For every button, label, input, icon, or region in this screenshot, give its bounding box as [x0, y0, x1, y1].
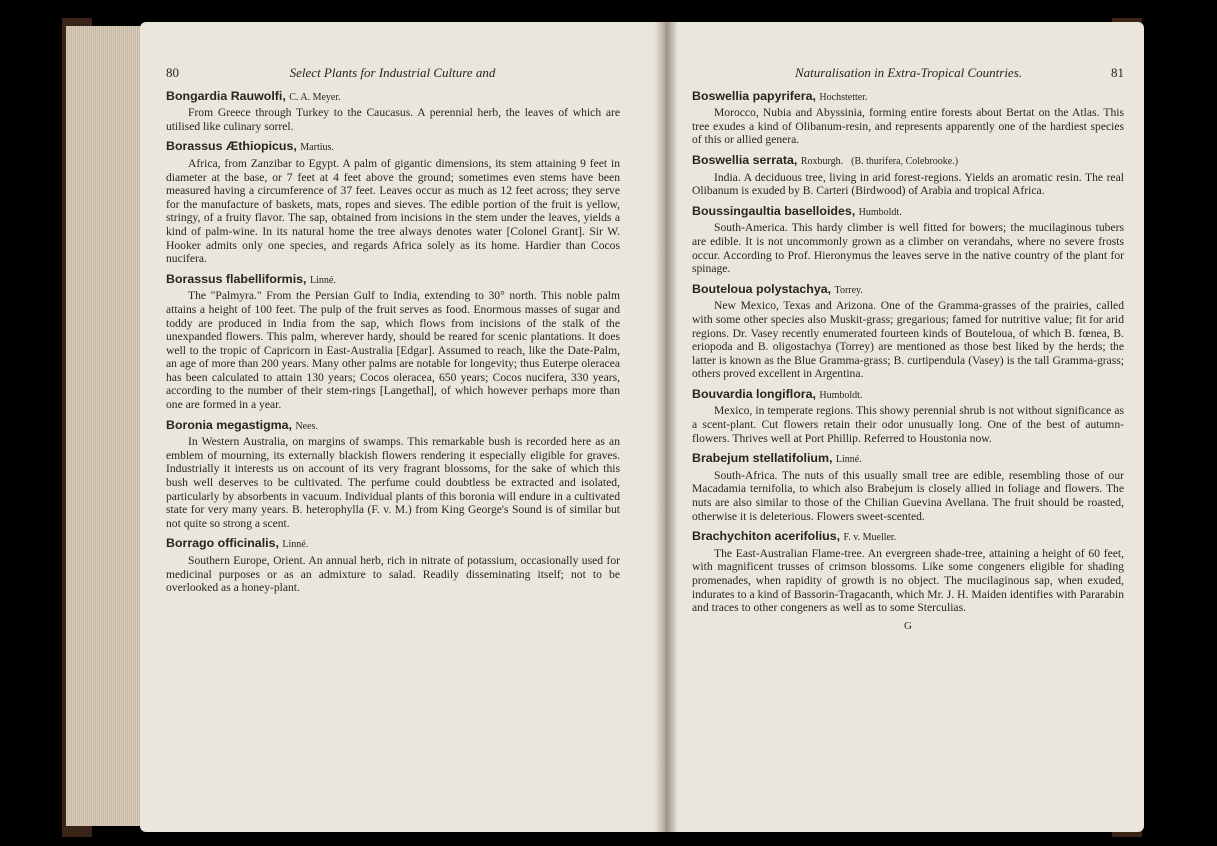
- dictionary-entry: [692, 530, 1124, 615]
- plant-name: Borassus flabelliformis,: [166, 271, 307, 286]
- authority: Nees.: [295, 420, 318, 432]
- entry-headword: [692, 283, 1124, 298]
- left-page-stack: [66, 26, 142, 826]
- authority: Linné.: [282, 539, 309, 551]
- entry-text: South-Africa. The nuts of this usually small tree are edible, resembling those of our Macadamia ternifolia, to which also Brabejum is closely allied in foliage and flowers. The nuts are also similar to those of the Chilian Guevina Avellana. The fruit should be roasted, otherwise it is deleterious. Flowers sweet-scented.: [692, 468, 1124, 523]
- entry-text: The East-Australian Flame-tree. An evergreen shade-tree, attaining a height of 60 feet, with magnificent trusses of crimson blossoms. Like some congeners eligible for shading promenades, when rapidity of growth is no object. The mucilaginous sap, when exuded, indurates to a kind of Bassorin-Tragacanth, which Mr. J. H. Maiden identifies with Pararabin and traces to other congeners as well as to some Sterculias.: [692, 546, 1124, 615]
- authority: Roxburgh.: [800, 155, 844, 167]
- dictionary-entry: [166, 419, 620, 531]
- right-running-head: [692, 66, 1124, 80]
- dictionary-entry: [166, 273, 620, 412]
- plant-name: Bouteloua polystachya,: [692, 281, 832, 296]
- entry-text: Southern Europe, Orient. An annual herb, rich in nitrate of potassium, occasionally used for medicinal purposes or as an admixture to salad. Readily disseminating itself; not to be overlooked as a honey-plant.: [166, 554, 620, 595]
- authority: Hochstetter.: [819, 91, 868, 103]
- entry-headword: [166, 419, 620, 434]
- plant-name: Brachychiton acerifolius,: [692, 529, 841, 544]
- signature-mark: G: [904, 619, 912, 632]
- entry-text: The "Palmyra." From the Persian Gulf to India, extending to 30° north. This noble palm attains a height of 100 feet. The pulp of the fruit serves as food. Enormous masses of sugar and toddy are produced in India from the sap, which flows from incisions of the stalk of the unexpanded flowers. This palm, wherever hardy, should be reared for scenic plantations. It does well to the tropic of Capricorn in East-Australia [Edgar]. Assumed to reach, like the Date-Palm, an age of more than 200 years. Many other palms are notable for longevity; thus Euterpe oleracea has been calculated to attain 130 years; Cocos oleracea, 650 years; Cocos nucifera, 330 years, according to the number of their stem-rings [Langethal], of which however perhaps more than one are formed in a year.: [166, 289, 620, 412]
- plant-name: Boronia megastigma,: [166, 417, 292, 432]
- plant-name: Borassus Æthiopicus,: [166, 139, 297, 154]
- page-number: 81: [1110, 65, 1124, 80]
- plant-name: Borrago officinalis,: [166, 536, 279, 551]
- entry-headword: [692, 452, 1124, 467]
- dictionary-entry: [692, 154, 1124, 198]
- authority: Linné.: [309, 274, 336, 286]
- entry-text: Morocco, Nubia and Abyssinia, forming entire forests about Bertat on the Atlas. This tree exudes a kind of Olibanum-resin, and represents apparently one of the hardiest species of this or allied genera.: [692, 106, 1124, 147]
- plant-name: Boswellia papyrifera,: [692, 88, 816, 103]
- right-page: [666, 22, 1144, 832]
- entry-headword: [692, 530, 1124, 545]
- dictionary-entry: [692, 205, 1124, 276]
- entry-headword: [166, 90, 620, 105]
- authority: Martius.: [300, 142, 334, 154]
- entry-headword: [692, 90, 1124, 105]
- entry-text: Africa, from Zanzibar to Egypt. A palm of gigantic dimensions, its stem attaining 9 feet in diameter at the base, or 7 feet at 4 feet above the ground; sometimes even stems have been measured having a circumference of 37 feet. Leaves occur as much as 12 feet across; they serve for the manufacture of baskets, mats, ropes and sieves. The edible portion of the fruit is yellow, stringy, of a fruity flavor. The sap, obtained from incisions in the stem under the leaves, yields a kind of palm-wine. In its natural home the tree always denotes water [Colonel Grant]. Sir W. Hooker admits only one species, and regards Africa solely as its home. Hardier than Cocos nucifera.: [166, 156, 620, 266]
- page-number: 80: [166, 65, 179, 80]
- plant-name: Brabejum stellatifolium,: [692, 451, 833, 466]
- dictionary-entry: [166, 140, 620, 265]
- dictionary-entry: [692, 283, 1124, 381]
- entry-headword: [692, 205, 1124, 220]
- entry-text: In Western Australia, on margins of swamps. This remarkable bush is recorded here as an emblem of mourning, its externally blackish flowers rendering it especially eligible for graves. Industrially it interests us on account of its very fragrant blossoms, for the sake of which this bush well deserves to be cultivated. The perfume could doubtless be extracted and isolated, particularly by absorbents in vacuum. Individual plants of this boronia will endure in a cultivated state for very many years. B. heterophylla (F. v. M.) from King George's Sound is of similar but not quite so strong a scent.: [166, 435, 620, 530]
- running-title: Select Plants for Industrial Culture and: [289, 65, 496, 80]
- entry-headword: [166, 537, 620, 552]
- dictionary-entry: [166, 90, 620, 134]
- left-running-head: [166, 66, 620, 80]
- authority: Linné.: [835, 454, 862, 466]
- right-page-content: [692, 66, 1124, 633]
- dictionary-entry: [692, 452, 1124, 523]
- left-page-content: [166, 66, 620, 602]
- entry-text: From Greece through Turkey to the Caucasus. A perennial herb, the leaves of which are utilised like culinary sorrel.: [166, 106, 620, 133]
- authority: Humboldt.: [819, 389, 863, 401]
- authority: C. A. Meyer.: [289, 91, 341, 103]
- entry-headword: [166, 140, 620, 155]
- left-page: [140, 22, 666, 832]
- dictionary-entry: [166, 537, 620, 594]
- entry-text: India. A deciduous tree, living in arid forest-regions. Yields an aromatic resin. The real Olibanum is exuded by B. Carteri (Birdwood) of Arabia and tropical Africa.: [692, 170, 1124, 198]
- authority: Torrey.: [834, 284, 863, 296]
- plant-name: Bongardia Rauwolfi,: [166, 88, 286, 103]
- running-title: Naturalisation in Extra-Tropical Countries.: [794, 65, 1023, 80]
- open-book: [62, 12, 1142, 837]
- dictionary-entry: [692, 388, 1124, 445]
- authority: Humboldt.: [858, 206, 902, 218]
- entry-text: Mexico, in temperate regions. This showy perennial shrub is not without significance as a scent-plant. Cut flowers retain their odor unusually long. One of the best of autumn-flowers. Thrives well at Port Phillip. Referred to Houstonia now.: [692, 404, 1124, 445]
- entry-text: New Mexico, Texas and Arizona. One of the Gramma-grasses of the prairies, called with some other species also Muskit-grass; gregarious; famed for nutritive value; fit for arid regions. Dr. Vasey recently enumerated fourteen kinds of Bouteloua, of which B. fœnea, B. eriopoda and B. oligostachya (Torrey) are mentioned as those best liked by the herds; the latter is known as the Blue Gramma-grass; B. curtipendula (Vasey) is the tall Gramma-grass; others proved excellent in Argentina.: [692, 299, 1124, 381]
- entry-headword: [692, 154, 1124, 169]
- book-gutter: [654, 22, 678, 832]
- dictionary-entry: [692, 90, 1124, 147]
- entry-text: South-America. This hardy climber is well fitted for bowers; the mucilaginous tubers are edible. It is not uncommonly grown as a climber on verandahs, where no severe frosts occur. According to Prof. Hieronymus the leaves serve in the native country of the plant for spinage.: [692, 221, 1124, 276]
- synonym: (B. thurifera, Colebrooke.): [851, 155, 959, 167]
- plant-name: Boussingaultia baselloides,: [692, 203, 856, 218]
- plant-name: Boswellia serrata,: [692, 152, 798, 167]
- entry-headword: [692, 388, 1124, 403]
- authority: F. v. Mueller.: [843, 532, 897, 544]
- plant-name: Bouvardia longiflora,: [692, 386, 816, 401]
- entry-headword: [166, 273, 620, 288]
